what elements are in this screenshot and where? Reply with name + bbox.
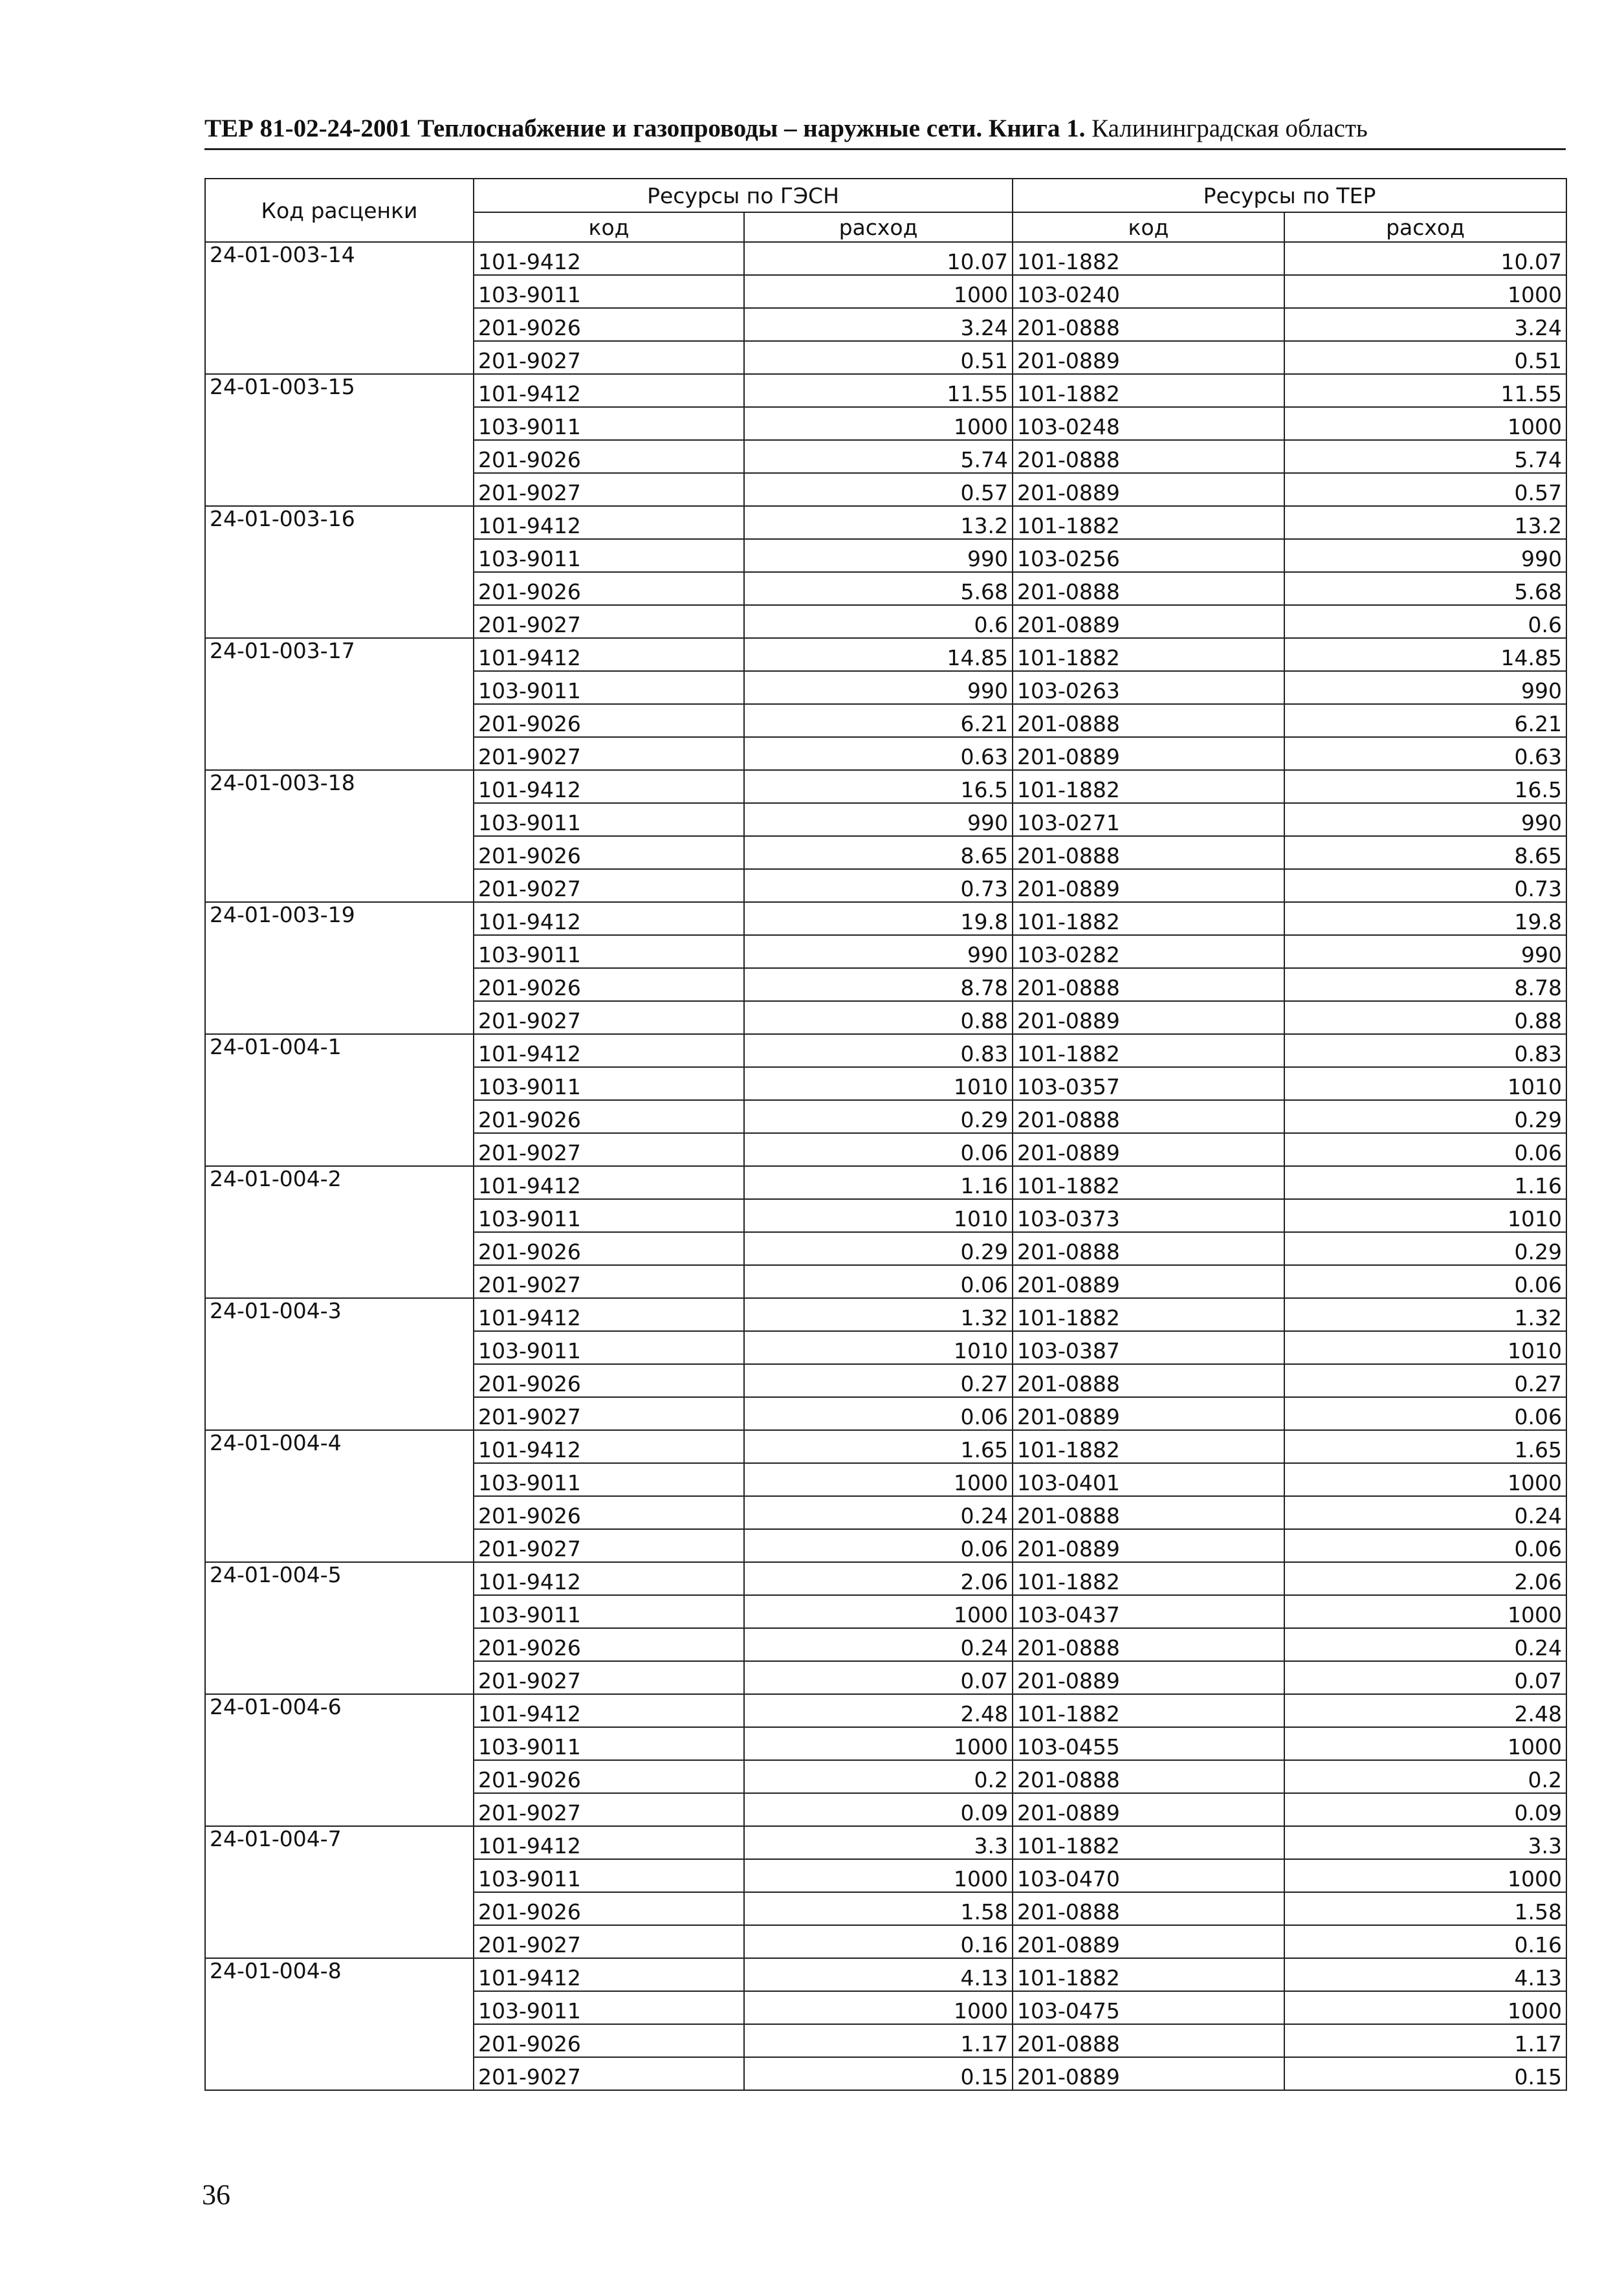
- gesn-amount-cell: 990: [744, 803, 1013, 836]
- gesn-amount-cell: 5.74: [744, 440, 1013, 473]
- ter-code-cell: 201-0889: [1013, 737, 1284, 770]
- ter-code-cell: 201-0888: [1013, 1100, 1284, 1133]
- gesn-amount-cell: 2.48: [744, 1694, 1013, 1727]
- gesn-code-cell: 101-9412: [474, 506, 744, 539]
- ter-code-cell: 201-0889: [1013, 341, 1284, 374]
- ter-amount-cell: 8.65: [1284, 836, 1566, 869]
- gesn-amount-cell: 0.83: [744, 1034, 1013, 1067]
- ter-code-cell: 101-1882: [1013, 1562, 1284, 1595]
- ter-amount-cell: 1010: [1284, 1067, 1566, 1100]
- gesn-amount-cell: 0.15: [744, 2057, 1013, 2090]
- ter-amount-cell: 8.78: [1284, 968, 1566, 1001]
- ter-amount-cell: 1.16: [1284, 1166, 1566, 1199]
- ter-code-cell: 101-1882: [1013, 902, 1284, 935]
- rate-code-cell: 24-01-004-8: [205, 1958, 474, 2090]
- ter-code-cell: 201-0889: [1013, 2057, 1284, 2090]
- ter-amount-cell: 3.3: [1284, 1826, 1566, 1859]
- gesn-amount-cell: 3.24: [744, 308, 1013, 341]
- gesn-amount-cell: 0.24: [744, 1496, 1013, 1529]
- gesn-code-cell: 103-9011: [474, 1859, 744, 1892]
- gesn-amount-cell: 3.3: [744, 1826, 1013, 1859]
- column-group-ter: Ресурсы по ТЕР: [1013, 179, 1566, 212]
- gesn-code-cell: 103-9011: [474, 1991, 744, 2024]
- gesn-code-cell: 103-9011: [474, 1595, 744, 1628]
- table-row: [205, 1694, 1566, 1727]
- table-row: [205, 506, 1566, 539]
- gesn-code-cell: 201-9026: [474, 572, 744, 605]
- ter-amount-cell: 0.29: [1284, 1232, 1566, 1265]
- gesn-code-cell: 201-9026: [474, 1364, 744, 1397]
- gesn-code-cell: 201-9026: [474, 1892, 744, 1925]
- gesn-amount-cell: 8.78: [744, 968, 1013, 1001]
- ter-amount-cell: 1000: [1284, 1859, 1566, 1892]
- column-header-ter-amount: расход: [1284, 212, 1566, 242]
- table-row: [205, 1166, 1566, 1199]
- ter-amount-cell: 0.57: [1284, 473, 1566, 506]
- ter-code-cell: 201-0888: [1013, 308, 1284, 341]
- rate-code-cell: 24-01-004-2: [205, 1166, 474, 1298]
- ter-amount-cell: 1000: [1284, 1991, 1566, 2024]
- gesn-amount-cell: 990: [744, 671, 1013, 704]
- ter-amount-cell: 1000: [1284, 1463, 1566, 1496]
- gesn-amount-cell: 0.06: [744, 1265, 1013, 1298]
- gesn-code-cell: 103-9011: [474, 1199, 744, 1232]
- gesn-code-cell: 201-9026: [474, 1496, 744, 1529]
- document-title: ТЕР 81-02-24-2001 Теплоснабжение и газопроводы – наружные сети. Книга 1.: [204, 115, 1086, 142]
- resources-table: [204, 178, 1567, 2091]
- gesn-code-cell: 101-9412: [474, 1694, 744, 1727]
- gesn-code-cell: 101-9412: [474, 1826, 744, 1859]
- gesn-code-cell: 201-9026: [474, 968, 744, 1001]
- ter-code-cell: 201-0888: [1013, 836, 1284, 869]
- ter-code-cell: 201-0889: [1013, 473, 1284, 506]
- ter-amount-cell: 5.68: [1284, 572, 1566, 605]
- ter-code-cell: 103-0470: [1013, 1859, 1284, 1892]
- gesn-code-cell: 101-9412: [474, 374, 744, 407]
- gesn-code-cell: 201-9027: [474, 1529, 744, 1562]
- gesn-amount-cell: 1000: [744, 275, 1013, 308]
- table-row: [205, 902, 1566, 935]
- ter-code-cell: 201-0888: [1013, 1628, 1284, 1661]
- gesn-amount-cell: 0.6: [744, 605, 1013, 638]
- ter-code-cell: 101-1882: [1013, 1958, 1284, 1991]
- gesn-code-cell: 101-9412: [474, 1166, 744, 1199]
- gesn-code-cell: 201-9027: [474, 869, 744, 902]
- gesn-code-cell: 101-9412: [474, 1298, 744, 1331]
- gesn-amount-cell: 1000: [744, 1991, 1013, 2024]
- rate-code-cell: 24-01-003-15: [205, 374, 474, 506]
- gesn-code-cell: 201-9026: [474, 836, 744, 869]
- ter-code-cell: 103-0401: [1013, 1463, 1284, 1496]
- table-row: [205, 1958, 1566, 1991]
- gesn-code-cell: 101-9412: [474, 1034, 744, 1067]
- ter-amount-cell: 990: [1284, 803, 1566, 836]
- gesn-amount-cell: 0.06: [744, 1397, 1013, 1430]
- ter-amount-cell: 0.24: [1284, 1496, 1566, 1529]
- ter-amount-cell: 11.55: [1284, 374, 1566, 407]
- ter-code-cell: 201-0888: [1013, 1760, 1284, 1793]
- gesn-amount-cell: 0.57: [744, 473, 1013, 506]
- gesn-code-cell: 201-9027: [474, 2057, 744, 2090]
- gesn-amount-cell: 990: [744, 539, 1013, 572]
- table-row: [205, 770, 1566, 803]
- ter-code-cell: 101-1882: [1013, 374, 1284, 407]
- ter-amount-cell: 6.21: [1284, 704, 1566, 737]
- ter-amount-cell: 0.09: [1284, 1793, 1566, 1826]
- ter-code-cell: 101-1882: [1013, 506, 1284, 539]
- ter-amount-cell: 1000: [1284, 407, 1566, 440]
- gesn-code-cell: 201-9026: [474, 440, 744, 473]
- ter-amount-cell: 1.65: [1284, 1430, 1566, 1463]
- rate-code-cell: 24-01-004-5: [205, 1562, 474, 1694]
- gesn-code-cell: 103-9011: [474, 671, 744, 704]
- gesn-code-cell: 201-9026: [474, 1628, 744, 1661]
- gesn-amount-cell: 1000: [744, 1727, 1013, 1760]
- gesn-amount-cell: 11.55: [744, 374, 1013, 407]
- gesn-code-cell: 103-9011: [474, 935, 744, 968]
- gesn-amount-cell: 0.29: [744, 1232, 1013, 1265]
- ter-amount-cell: 0.83: [1284, 1034, 1566, 1067]
- ter-amount-cell: 0.06: [1284, 1133, 1566, 1166]
- gesn-amount-cell: 5.68: [744, 572, 1013, 605]
- ter-code-cell: 201-0889: [1013, 1397, 1284, 1430]
- gesn-code-cell: 201-9026: [474, 1100, 744, 1133]
- ter-amount-cell: 0.51: [1284, 341, 1566, 374]
- gesn-amount-cell: 19.8: [744, 902, 1013, 935]
- gesn-amount-cell: 6.21: [744, 704, 1013, 737]
- ter-code-cell: 201-0888: [1013, 1364, 1284, 1397]
- table-row: [205, 1826, 1566, 1859]
- ter-amount-cell: 990: [1284, 539, 1566, 572]
- gesn-amount-cell: 10.07: [744, 242, 1013, 275]
- rate-code-cell: 24-01-003-17: [205, 638, 474, 770]
- gesn-amount-cell: 0.29: [744, 1100, 1013, 1133]
- gesn-amount-cell: 0.73: [744, 869, 1013, 902]
- gesn-code-cell: 201-9026: [474, 704, 744, 737]
- column-header-gesn-amount: расход: [744, 212, 1013, 242]
- ter-code-cell: 103-0240: [1013, 275, 1284, 308]
- ter-amount-cell: 1.58: [1284, 1892, 1566, 1925]
- gesn-code-cell: 201-9027: [474, 1661, 744, 1694]
- ter-code-cell: 201-0889: [1013, 869, 1284, 902]
- ter-amount-cell: 1.17: [1284, 2024, 1566, 2057]
- gesn-code-cell: 101-9412: [474, 242, 744, 275]
- gesn-code-cell: 103-9011: [474, 1727, 744, 1760]
- table-row: [205, 1562, 1566, 1595]
- rate-code-cell: 24-01-004-7: [205, 1826, 474, 1958]
- gesn-code-cell: 201-9027: [474, 341, 744, 374]
- ter-amount-cell: 0.06: [1284, 1397, 1566, 1430]
- ter-amount-cell: 0.24: [1284, 1628, 1566, 1661]
- ter-code-cell: 103-0248: [1013, 407, 1284, 440]
- gesn-amount-cell: 1010: [744, 1067, 1013, 1100]
- ter-amount-cell: 14.85: [1284, 638, 1566, 671]
- ter-amount-cell: 0.6: [1284, 605, 1566, 638]
- ter-code-cell: 101-1882: [1013, 1430, 1284, 1463]
- gesn-amount-cell: 1.32: [744, 1298, 1013, 1331]
- gesn-amount-cell: 16.5: [744, 770, 1013, 803]
- ter-code-cell: 201-0888: [1013, 968, 1284, 1001]
- gesn-amount-cell: 0.2: [744, 1760, 1013, 1793]
- gesn-code-cell: 101-9412: [474, 770, 744, 803]
- ter-amount-cell: 4.13: [1284, 1958, 1566, 1991]
- gesn-code-cell: 103-9011: [474, 803, 744, 836]
- ter-code-cell: 201-0888: [1013, 1496, 1284, 1529]
- ter-amount-cell: 1010: [1284, 1199, 1566, 1232]
- ter-amount-cell: 13.2: [1284, 506, 1566, 539]
- gesn-amount-cell: 990: [744, 935, 1013, 968]
- gesn-amount-cell: 1000: [744, 407, 1013, 440]
- ter-code-cell: 103-0373: [1013, 1199, 1284, 1232]
- ter-code-cell: 103-0357: [1013, 1067, 1284, 1100]
- gesn-code-cell: 201-9026: [474, 308, 744, 341]
- gesn-amount-cell: 0.88: [744, 1001, 1013, 1034]
- ter-code-cell: 103-0387: [1013, 1331, 1284, 1364]
- table-row: [205, 242, 1566, 275]
- gesn-code-cell: 201-9026: [474, 1760, 744, 1793]
- gesn-code-cell: 101-9412: [474, 1958, 744, 1991]
- ter-code-cell: 103-0282: [1013, 935, 1284, 968]
- gesn-code-cell: 103-9011: [474, 1463, 744, 1496]
- gesn-amount-cell: 1.65: [744, 1430, 1013, 1463]
- rate-code-cell: 24-01-003-19: [205, 902, 474, 1034]
- table-body: [205, 242, 1566, 2090]
- ter-amount-cell: 0.06: [1284, 1529, 1566, 1562]
- ter-amount-cell: 0.73: [1284, 869, 1566, 902]
- gesn-amount-cell: 1.16: [744, 1166, 1013, 1199]
- column-header-rate-code: Код расценки: [205, 179, 474, 242]
- gesn-amount-cell: 0.06: [744, 1529, 1013, 1562]
- gesn-amount-cell: 0.63: [744, 737, 1013, 770]
- ter-amount-cell: 1.32: [1284, 1298, 1566, 1331]
- gesn-amount-cell: 8.65: [744, 836, 1013, 869]
- ter-code-cell: 101-1882: [1013, 1034, 1284, 1067]
- gesn-amount-cell: 0.06: [744, 1133, 1013, 1166]
- ter-code-cell: 103-0475: [1013, 1991, 1284, 2024]
- rate-code-cell: 24-01-003-14: [205, 242, 474, 374]
- gesn-amount-cell: 0.51: [744, 341, 1013, 374]
- rate-code-cell: 24-01-004-6: [205, 1694, 474, 1826]
- ter-amount-cell: 2.06: [1284, 1562, 1566, 1595]
- ter-code-cell: 201-0889: [1013, 1133, 1284, 1166]
- gesn-code-cell: 101-9412: [474, 902, 744, 935]
- table-row: [205, 1430, 1566, 1463]
- gesn-code-cell: 101-9412: [474, 1430, 744, 1463]
- rate-code-cell: 24-01-004-4: [205, 1430, 474, 1562]
- ter-code-cell: 101-1882: [1013, 242, 1284, 275]
- column-group-gesn: Ресурсы по ГЭСН: [474, 179, 1013, 212]
- rate-code-cell: 24-01-004-3: [205, 1298, 474, 1430]
- gesn-code-cell: 201-9027: [474, 1925, 744, 1958]
- gesn-amount-cell: 0.07: [744, 1661, 1013, 1694]
- gesn-amount-cell: 2.06: [744, 1562, 1013, 1595]
- gesn-code-cell: 201-9026: [474, 1232, 744, 1265]
- gesn-amount-cell: 1010: [744, 1199, 1013, 1232]
- gesn-amount-cell: 0.24: [744, 1628, 1013, 1661]
- ter-amount-cell: 16.5: [1284, 770, 1566, 803]
- ter-amount-cell: 0.63: [1284, 737, 1566, 770]
- gesn-code-cell: 201-9027: [474, 1133, 744, 1166]
- ter-code-cell: 103-0455: [1013, 1727, 1284, 1760]
- gesn-amount-cell: 0.16: [744, 1925, 1013, 1958]
- gesn-code-cell: 101-9412: [474, 638, 744, 671]
- ter-code-cell: 201-0889: [1013, 1529, 1284, 1562]
- ter-amount-cell: 1000: [1284, 275, 1566, 308]
- ter-code-cell: 101-1882: [1013, 1694, 1284, 1727]
- column-header-ter-code: код: [1013, 212, 1284, 242]
- gesn-amount-cell: 0.27: [744, 1364, 1013, 1397]
- ter-amount-cell: 5.74: [1284, 440, 1566, 473]
- ter-code-cell: 103-0263: [1013, 671, 1284, 704]
- ter-amount-cell: 0.29: [1284, 1100, 1566, 1133]
- gesn-code-cell: 101-9412: [474, 1562, 744, 1595]
- gesn-amount-cell: 1000: [744, 1463, 1013, 1496]
- gesn-code-cell: 201-9027: [474, 737, 744, 770]
- ter-code-cell: 101-1882: [1013, 1826, 1284, 1859]
- ter-code-cell: 201-0889: [1013, 1265, 1284, 1298]
- ter-amount-cell: 0.06: [1284, 1265, 1566, 1298]
- table-row: [205, 374, 1566, 407]
- gesn-amount-cell: 4.13: [744, 1958, 1013, 1991]
- table-row: [205, 638, 1566, 671]
- ter-amount-cell: 0.16: [1284, 1925, 1566, 1958]
- page-header: [204, 114, 1566, 150]
- gesn-code-cell: 103-9011: [474, 1331, 744, 1364]
- gesn-code-cell: 103-9011: [474, 275, 744, 308]
- gesn-amount-cell: 14.85: [744, 638, 1013, 671]
- ter-amount-cell: 0.88: [1284, 1001, 1566, 1034]
- ter-amount-cell: 0.27: [1284, 1364, 1566, 1397]
- ter-amount-cell: 1010: [1284, 1331, 1566, 1364]
- gesn-code-cell: 201-9027: [474, 1397, 744, 1430]
- ter-code-cell: 201-0888: [1013, 440, 1284, 473]
- ter-code-cell: 201-0889: [1013, 1793, 1284, 1826]
- rate-code-cell: 24-01-004-1: [205, 1034, 474, 1166]
- ter-code-cell: 201-0889: [1013, 605, 1284, 638]
- ter-amount-cell: 19.8: [1284, 902, 1566, 935]
- gesn-code-cell: 201-9027: [474, 1265, 744, 1298]
- gesn-code-cell: 103-9011: [474, 1067, 744, 1100]
- ter-amount-cell: 990: [1284, 935, 1566, 968]
- rate-code-cell: 24-01-003-18: [205, 770, 474, 902]
- gesn-amount-cell: 1.17: [744, 2024, 1013, 2057]
- gesn-code-cell: 201-9027: [474, 473, 744, 506]
- ter-amount-cell: 0.15: [1284, 2057, 1566, 2090]
- ter-code-cell: 201-0888: [1013, 1892, 1284, 1925]
- ter-code-cell: 201-0888: [1013, 1232, 1284, 1265]
- table-row: [205, 1298, 1566, 1331]
- ter-code-cell: 201-0888: [1013, 2024, 1284, 2057]
- ter-amount-cell: 1000: [1284, 1595, 1566, 1628]
- ter-amount-cell: 1000: [1284, 1727, 1566, 1760]
- ter-code-cell: 101-1882: [1013, 1166, 1284, 1199]
- ter-code-cell: 103-0437: [1013, 1595, 1284, 1628]
- ter-code-cell: 201-0888: [1013, 572, 1284, 605]
- gesn-amount-cell: 1000: [744, 1595, 1013, 1628]
- gesn-amount-cell: 0.09: [744, 1793, 1013, 1826]
- gesn-amount-cell: 13.2: [744, 506, 1013, 539]
- gesn-code-cell: 201-9026: [474, 2024, 744, 2057]
- region-name: Калининградская область: [1092, 115, 1368, 142]
- gesn-amount-cell: 1010: [744, 1331, 1013, 1364]
- ter-amount-cell: 990: [1284, 671, 1566, 704]
- gesn-code-cell: 201-9027: [474, 605, 744, 638]
- ter-amount-cell: 0.2: [1284, 1760, 1566, 1793]
- ter-code-cell: 103-0271: [1013, 803, 1284, 836]
- ter-code-cell: 201-0888: [1013, 704, 1284, 737]
- ter-code-cell: 101-1882: [1013, 1298, 1284, 1331]
- ter-code-cell: 103-0256: [1013, 539, 1284, 572]
- gesn-code-cell: 103-9011: [474, 407, 744, 440]
- gesn-amount-cell: 1.58: [744, 1892, 1013, 1925]
- table-row: [205, 1034, 1566, 1067]
- ter-amount-cell: 10.07: [1284, 242, 1566, 275]
- gesn-code-cell: 103-9011: [474, 539, 744, 572]
- ter-amount-cell: 3.24: [1284, 308, 1566, 341]
- page-number: 36: [202, 2179, 230, 2211]
- ter-code-cell: 101-1882: [1013, 770, 1284, 803]
- rate-code-cell: 24-01-003-16: [205, 506, 474, 638]
- ter-code-cell: 101-1882: [1013, 638, 1284, 671]
- ter-code-cell: 201-0889: [1013, 1925, 1284, 1958]
- gesn-code-cell: 201-9027: [474, 1001, 744, 1034]
- column-header-gesn-code: код: [474, 212, 744, 242]
- ter-amount-cell: 2.48: [1284, 1694, 1566, 1727]
- ter-code-cell: 201-0889: [1013, 1661, 1284, 1694]
- gesn-amount-cell: 1000: [744, 1859, 1013, 1892]
- gesn-code-cell: 201-9027: [474, 1793, 744, 1826]
- ter-amount-cell: 0.07: [1284, 1661, 1566, 1694]
- ter-code-cell: 201-0889: [1013, 1001, 1284, 1034]
